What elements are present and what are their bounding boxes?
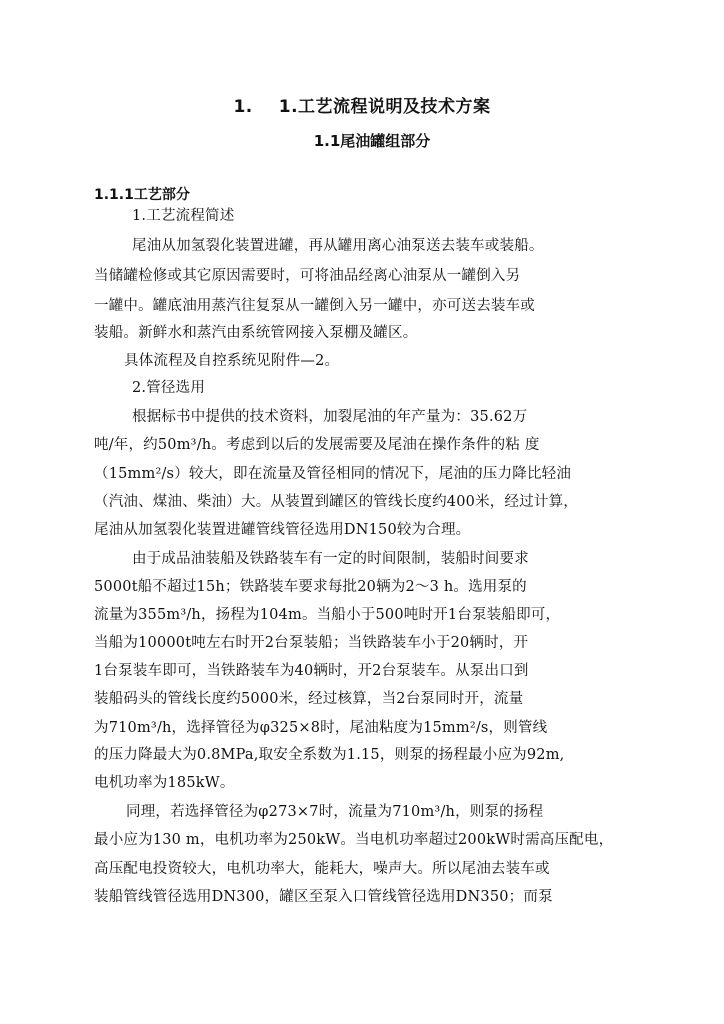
heading-1-number: 1. xyxy=(233,97,253,117)
body-line: （15mm²/s）较大，即在流量及管径相同的情况下，尾油的压力降比轻油 xyxy=(94,466,572,482)
body-line: 为710m³/h，选择管径为φ325×8时，尾油粘度为15mm²/s，则管线 xyxy=(94,720,548,736)
body-line: 高压配电投资较大，电机功率大，能耗大，噪声大。所以尾油去装车或 xyxy=(94,861,550,877)
body-line: 装船码头的管线长度约5000米，经过核算，当2台泵同时开，流量 xyxy=(94,691,524,707)
body-line: 电机功率为185kW。 xyxy=(94,775,235,791)
body-line: 2.管径选用 xyxy=(132,380,206,396)
body-line: 当船为10000t吨左右时开2台泵装船；当铁路装车小于20辆时，开 xyxy=(94,635,529,651)
body-line: 尾油从加氢裂化装置进罐管线管径选用DN150较为合理。 xyxy=(94,522,471,538)
heading-2: 1.1尾油罐组部分 xyxy=(313,132,431,150)
body-line: 同理，若选择管径为φ273×7时，流量为710m³/h，则泵的扬程 xyxy=(126,804,544,820)
body-line: 的压力降最大为0.8MPa,取安全系数为1.15，则泵的扬程最小应为92m, xyxy=(94,747,565,763)
body-line: 尾油从加氢裂化装置进罐，再从罐用离心油泵送去装车或装船。 xyxy=(132,238,544,254)
body-line: 一罐中。罐底油用蒸汽往复泵从一罐倒入另一罐中，亦可送去装车或 xyxy=(94,298,535,314)
heading-3: 1.1.1工艺部分 xyxy=(94,187,190,203)
body-line: 最小应为130 m，电机功率为250kW。当电机功率超过200kW时需高压配电， xyxy=(94,832,614,848)
body-line: 流量为355m³/h，扬程为104m。当船小于500吨时开1台泵装船即可， xyxy=(94,607,561,623)
body-line: 装船管线管径选用DN300，罐区至泵入口管线管径选用DN350；而泵 xyxy=(94,889,553,905)
body-line: 根据标书中提供的技术资料，加裂尾油的年产量为：35.62万 xyxy=(132,409,528,425)
body-line: 1.工艺流程简述 xyxy=(132,208,235,224)
body-line: 吨/年，约50m³/h。考虑到以后的发展需要及尾油在操作条件的粘 度 xyxy=(94,437,540,453)
body-line: 5000t船不超过15h；铁路装车要求每批20辆为2～3 h。选用泵的 xyxy=(94,579,527,595)
body-line: 1台泵装车即可，当铁路装车为40辆时，开2台泵装车。从泵出口到 xyxy=(94,663,529,679)
heading-1-title: 1.工艺流程说明及技术方案 xyxy=(278,97,491,117)
body-line: 当储罐检修或其它原因需要时，可将油品经离心油泵从一罐倒入另 xyxy=(94,268,521,284)
heading-1 xyxy=(0,92,724,117)
body-line: 具体流程及自控系统见附件—2。 xyxy=(124,353,340,369)
body-line: （汽油、煤油、柴油）大。从装置到罐区的管线长度约400米，经过计算， xyxy=(94,494,578,510)
body-line: 由于成品油装船及铁路装车有一定的时间限制，装船时间要求 xyxy=(132,551,529,567)
body-line: 装船。新鲜水和蒸汽由系统管网接入泵棚及罐区。 xyxy=(94,325,418,341)
